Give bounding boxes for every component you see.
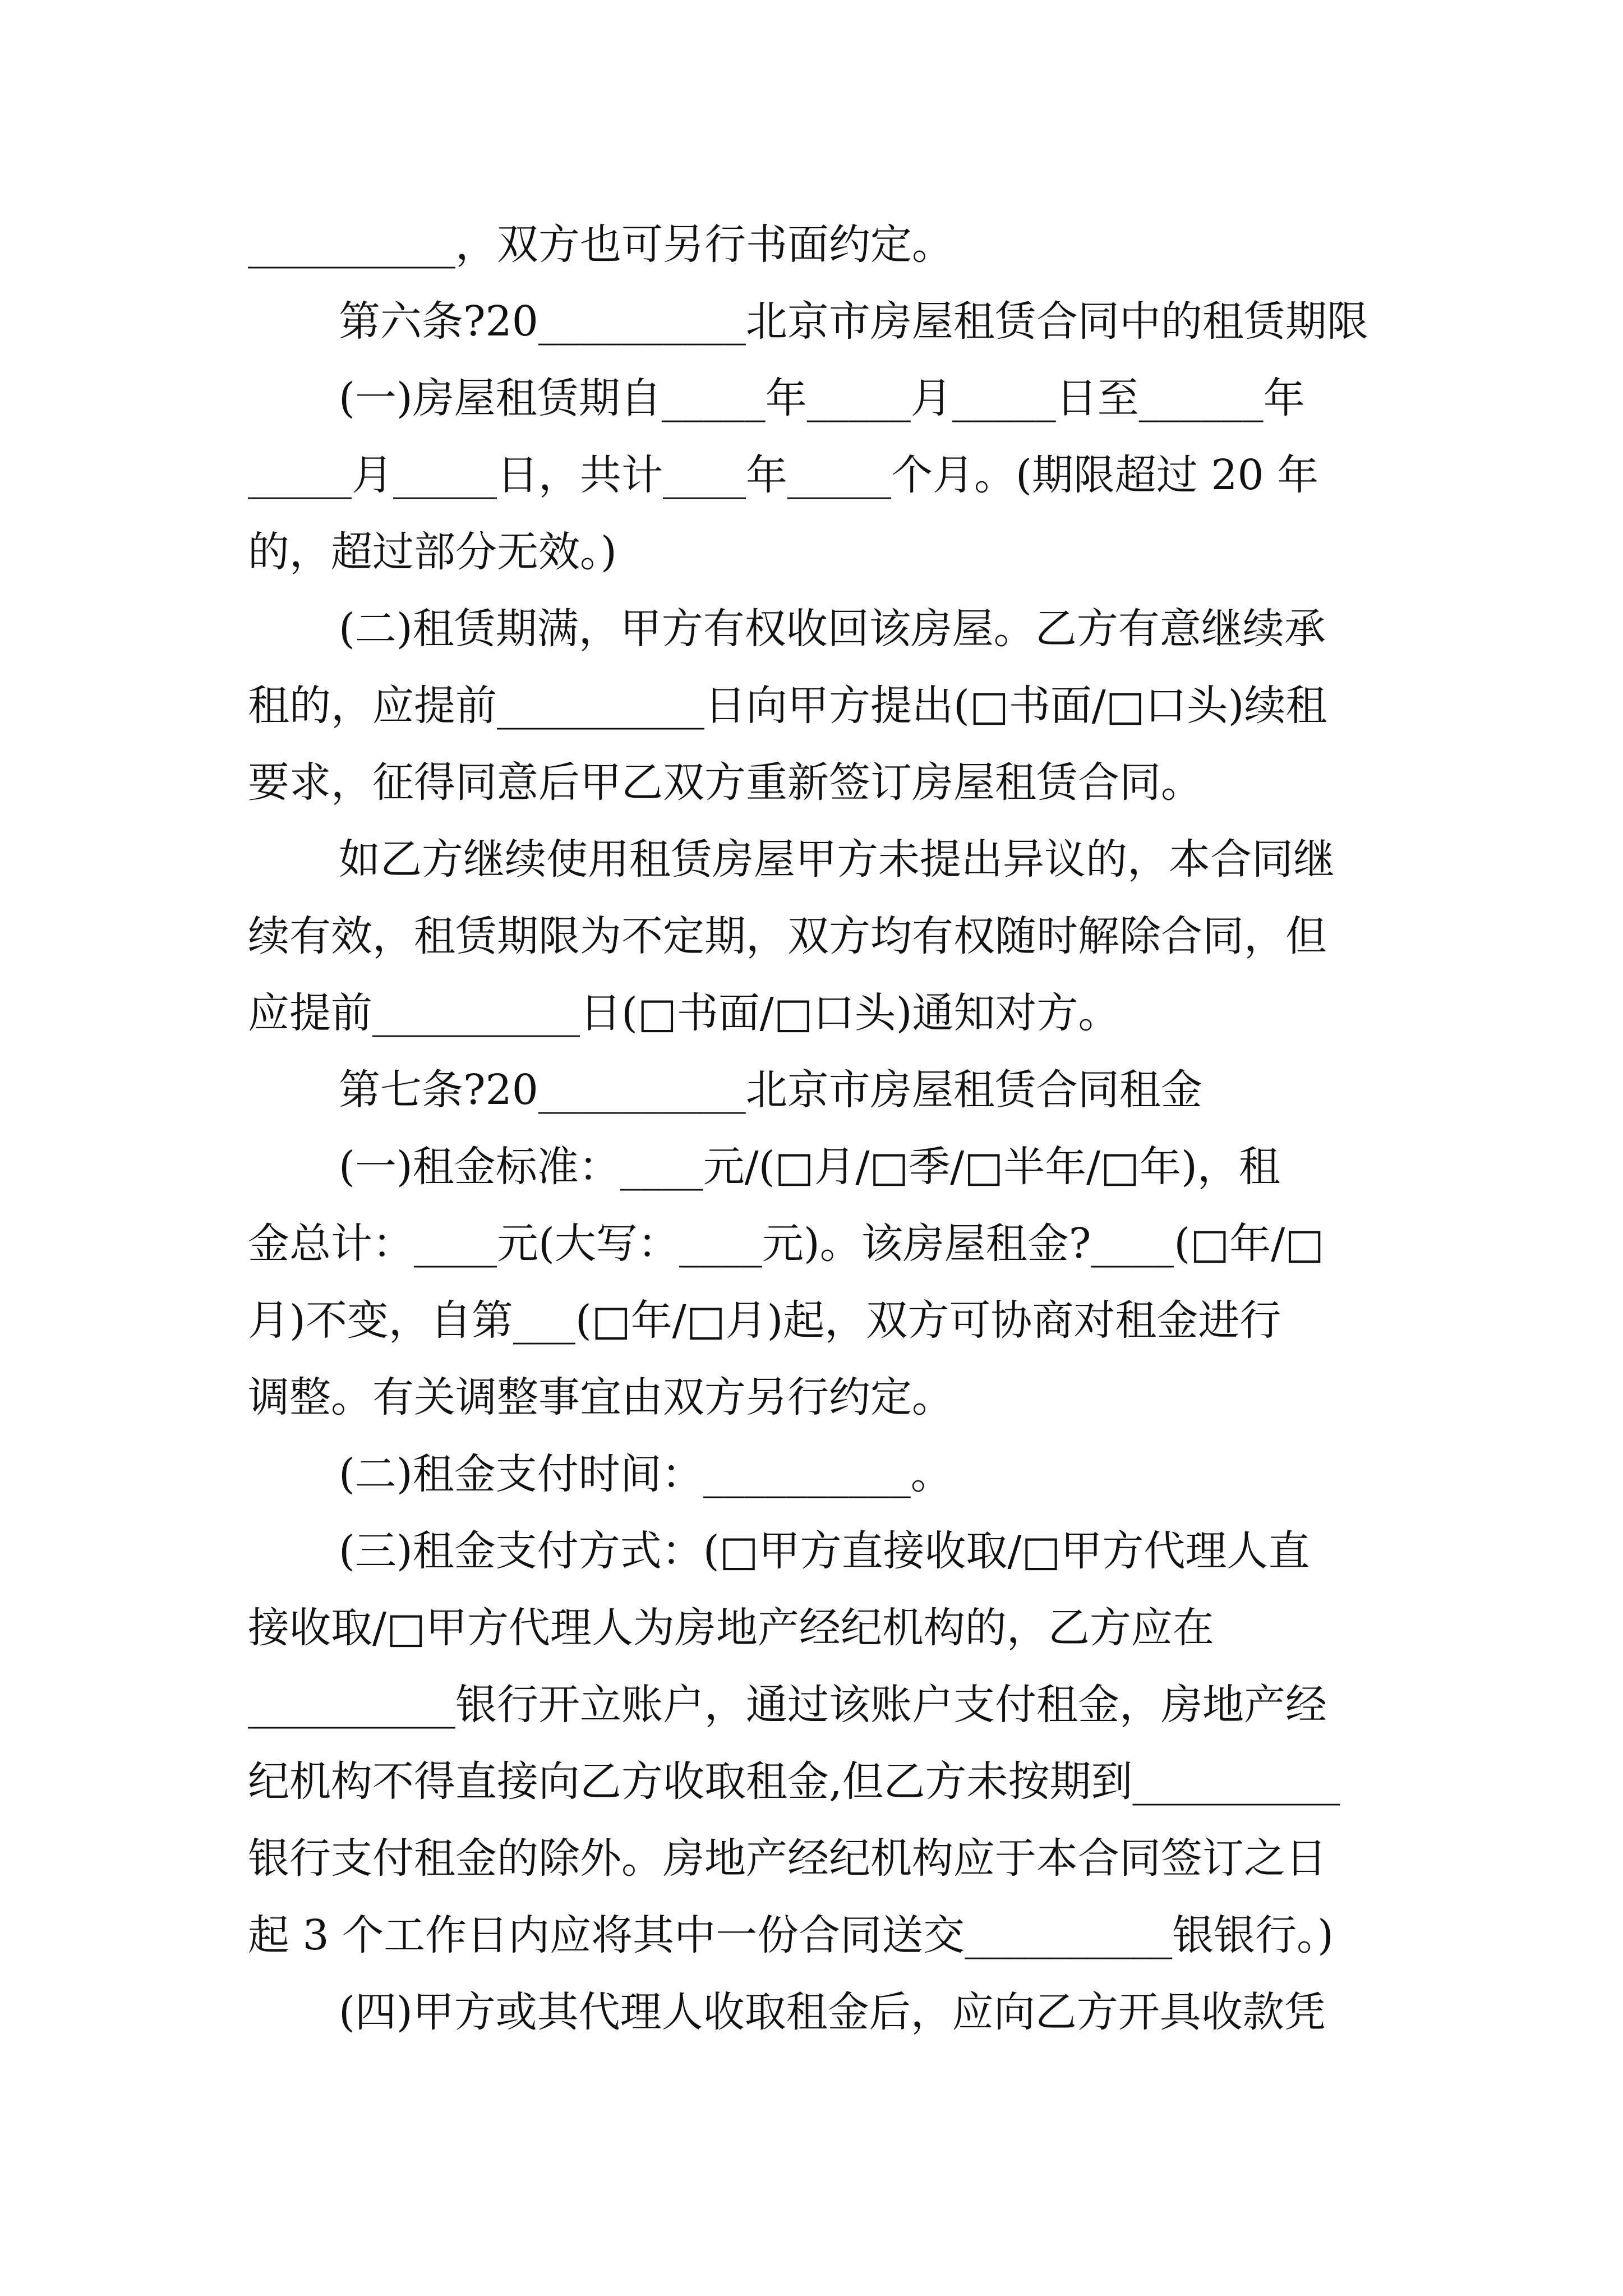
text-line: 银行支付租金的除外。房地产经纪机构应于本合同签订之日	[248, 1834, 1327, 1883]
text-line: 起 3 个工作日内应将其中一份合同送交__________银银行。)	[248, 1911, 1334, 1959]
text-line: 调整。有关调整事宜由双方另行约定。	[248, 1373, 953, 1421]
text-line: 如乙方继续使用租赁房屋甲方未提出异议的，本合同继	[339, 835, 1335, 884]
text-line: (三)租金支付方式：(□甲方直接收取/□甲方代理人直	[339, 1527, 1310, 1575]
text-line: 续有效，租赁期限为不定期，双方均有权随时解除合同，但	[248, 912, 1327, 960]
article-heading: 第六条?20__________北京市房屋租赁合同中的租赁期限	[339, 297, 1368, 346]
article-heading: 第七条?20__________北京市房屋租赁合同租金	[339, 1066, 1202, 1114]
text-line: (一)房屋租赁期自_____年_____月_____日至______年	[339, 374, 1305, 422]
text-line: 接收取/□甲方代理人为房地产经纪机构的，乙方应在	[248, 1604, 1214, 1652]
text-line: 的，超过部分无效。)	[248, 528, 617, 576]
text-line: (四)甲方或其代理人收取租金后，应向乙方开具收款凭	[339, 1988, 1326, 2036]
text-line: (一)租金标准：____元/(□月/□季/□半年/□年)，租	[339, 1143, 1280, 1191]
text-line: 金总计：____元(大写：____元)。该房屋租金?____(□年/□	[248, 1220, 1325, 1268]
text-line: (二)租赁期满，甲方有权收回该房屋。乙方有意继续承	[339, 605, 1326, 653]
text-line: 租的，应提前__________日向甲方提出(□书面/□口头)续租	[248, 682, 1327, 730]
text-line: 月)不变，自第___(□年/□月)起，双方可协商对租金进行	[248, 1296, 1281, 1345]
text-line: 要求，征得同意后甲乙双方重新签订房屋租赁合同。	[248, 758, 1202, 807]
text-line: __________银行开立账户，通过该账户支付租金，房地产经	[248, 1681, 1327, 1729]
text-line: __________，双方也可另行书面约定。	[248, 220, 953, 269]
text-line: _____月_____日，共计____年_____个月。(期限超过 20 年	[248, 451, 1319, 499]
text-line: 应提前__________日(□书面/□口头)通知对方。	[248, 989, 1120, 1037]
text-line: 纪机构不得直接向乙方收取租金,但乙方未按期到__________	[248, 1757, 1340, 1806]
text-line: (二)租金支付时间：__________。	[339, 1450, 952, 1498]
